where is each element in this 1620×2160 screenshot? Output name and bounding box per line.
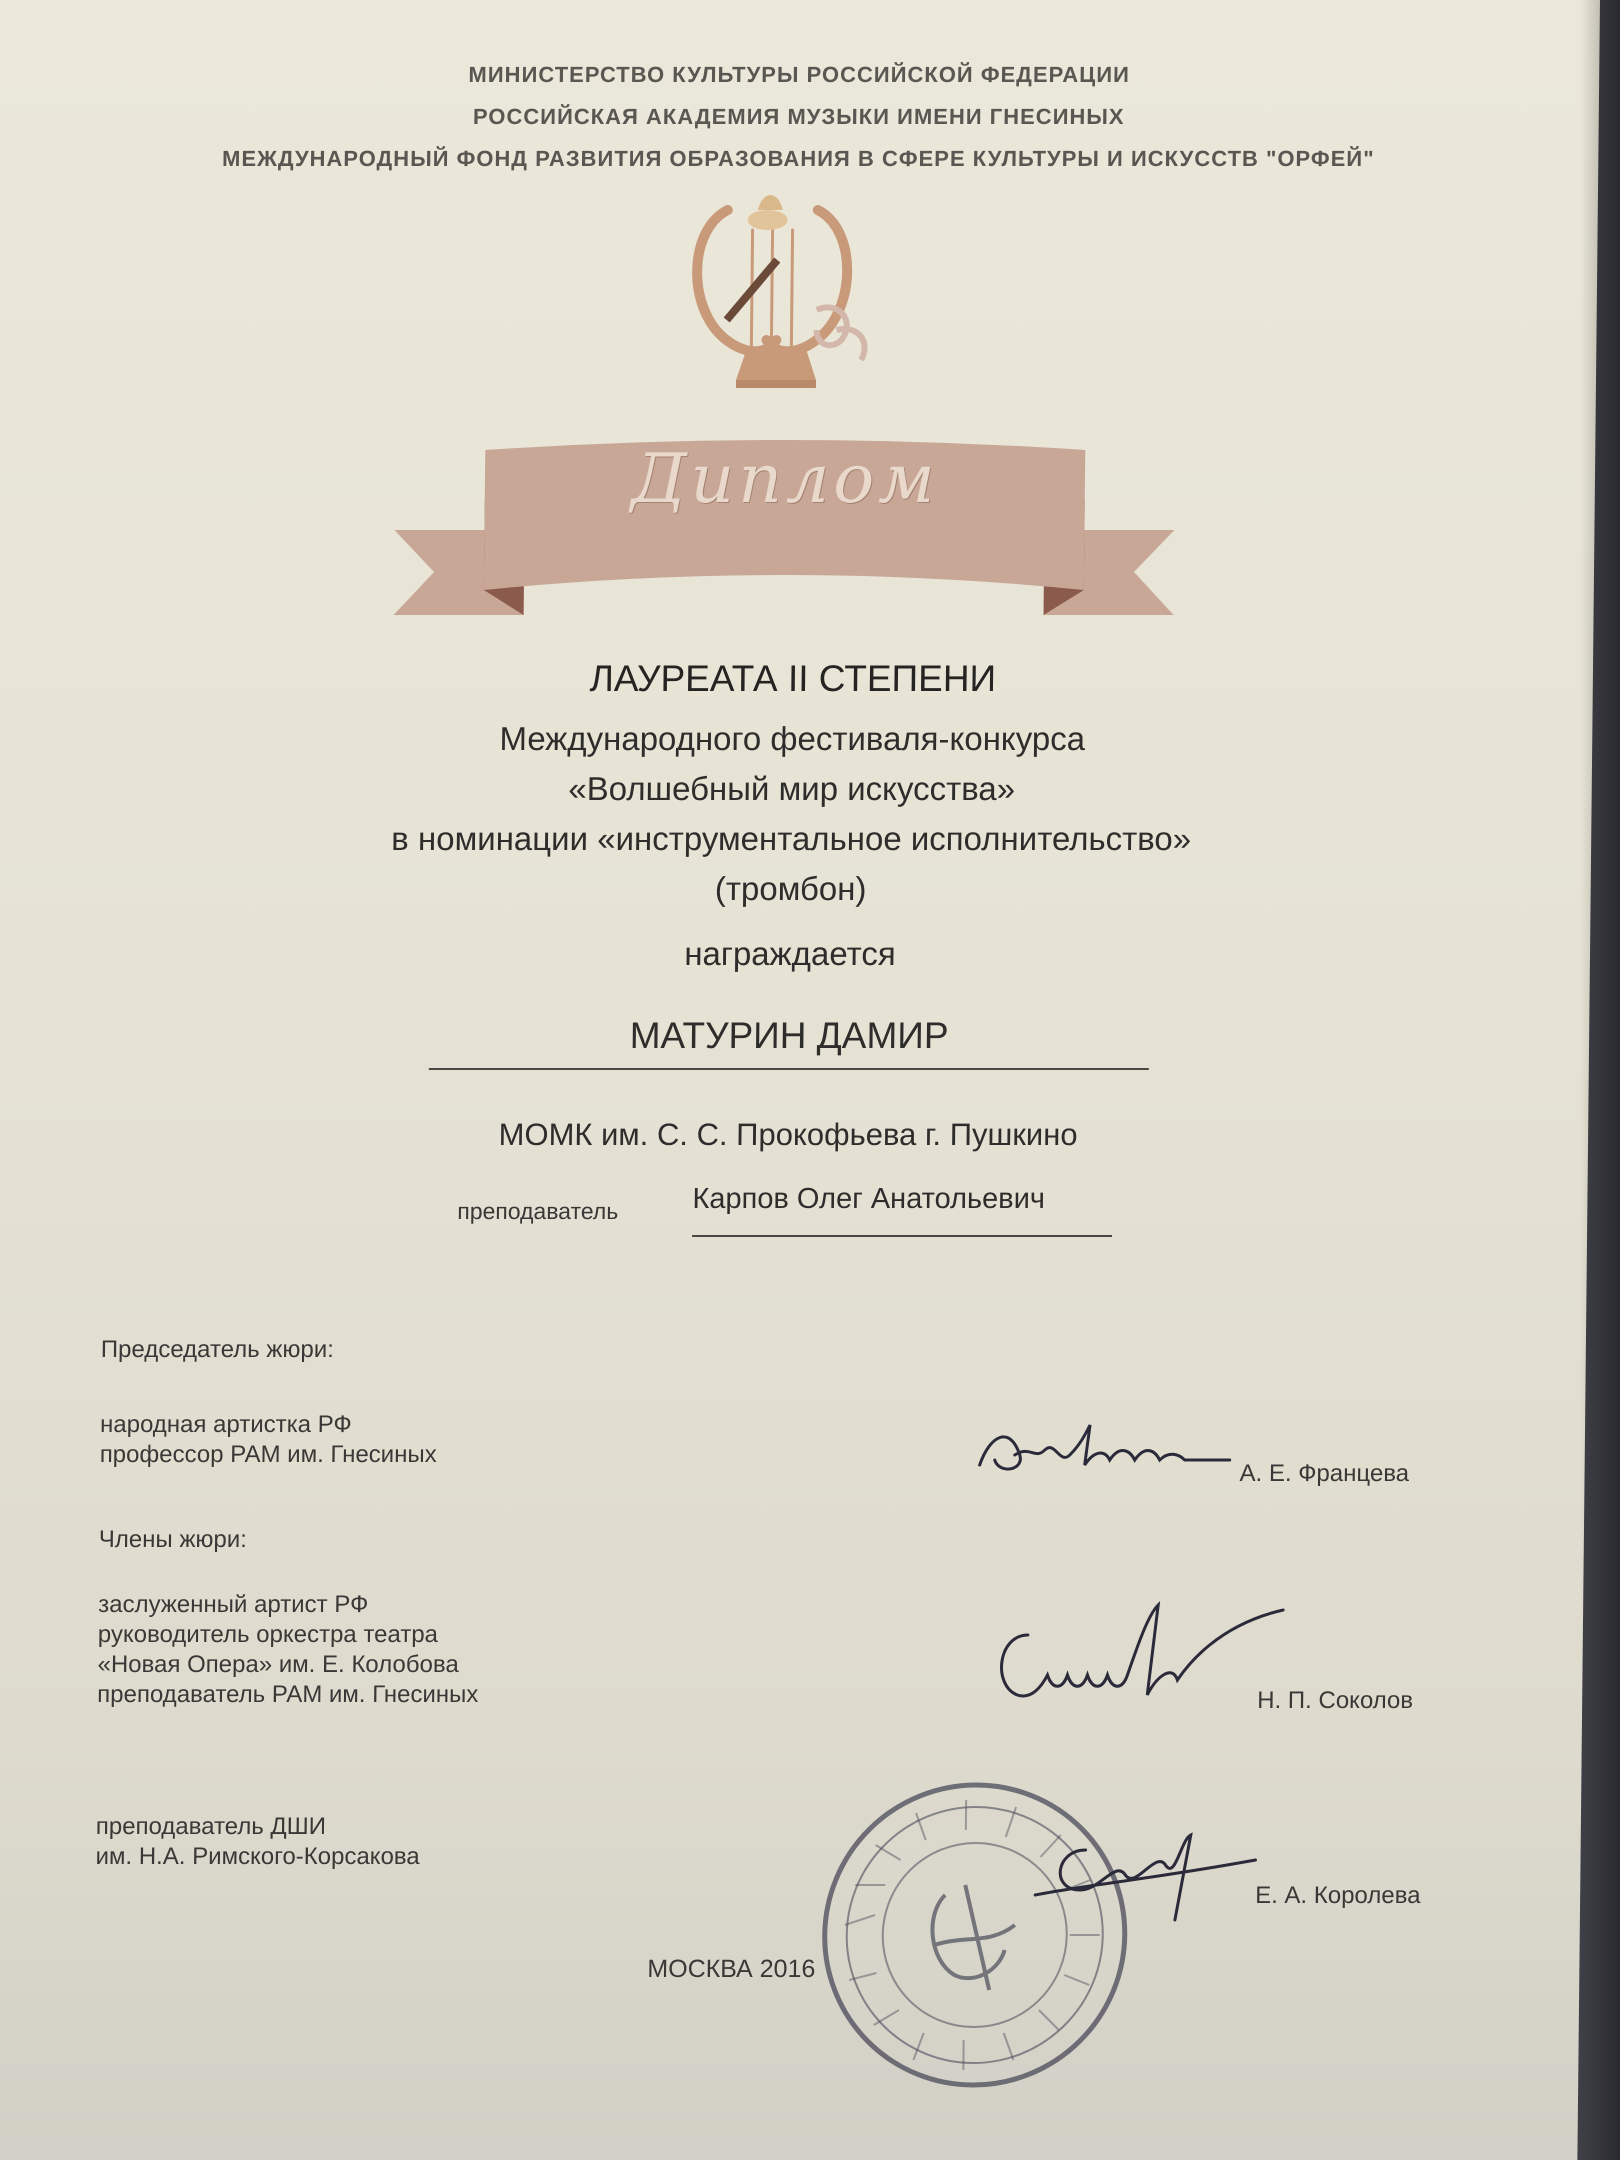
teacher-name: Карпов Олег Анатольевич	[692, 1183, 1046, 1215]
recipient-name: МАТУРИН ДАМИР	[629, 1015, 949, 1056]
member2-title-2: им. Н.А. Римского-Корсакова	[95, 1843, 420, 1870]
award-nomination: в номинации «инструментальное исполнительство»	[391, 820, 1192, 857]
member2-name: Е. А. Королева	[1255, 1882, 1421, 1909]
member1-title-2: руководитель оркестра театра	[97, 1621, 439, 1648]
teacher-label: преподаватель	[457, 1198, 619, 1224]
member1-title-4: преподаватель РАМ им. Гнесиных	[97, 1681, 479, 1708]
jury-members-heading: Члены жюри:	[98, 1526, 248, 1553]
header-foundation: МЕЖДУНАРОДНЫЙ ФОНД РАЗВИТИЯ ОБРАЗОВАНИЯ В СФЕРЕ КУЛЬТУРЫ И ИСКУССТВ "ОРФЕЙ"	[221, 146, 1375, 171]
city-year: МОСКВА 2016	[647, 1955, 816, 1983]
award-festival-name: «Волшебный мир искусства»	[568, 770, 1016, 807]
member2-title-1: преподаватель ДШИ	[95, 1813, 327, 1840]
header-academy: РОССИЙСКАЯ АКАДЕМИЯ МУЗЫКИ ИМЕНИ ГНЕСИНЫХ	[472, 104, 1125, 129]
award-instrument: (тромбон)	[714, 870, 867, 907]
page-edge-shadow	[1580, 0, 1620, 2160]
member1-name: Н. П. Соколов	[1257, 1687, 1414, 1714]
teacher-underline	[692, 1235, 1112, 1237]
member1-signature	[987, 1595, 1288, 1725]
banner-title: Диплом	[630, 440, 940, 519]
institution: МОМК им. С. С. Прокофьева г. Пушкино	[498, 1117, 1078, 1152]
award-degree: ЛАУРЕАТА II СТЕПЕНИ	[589, 658, 997, 699]
award-festival: Международного фестиваля-конкурса	[499, 720, 1086, 757]
jury-chair-name: А. Е. Францева	[1239, 1460, 1410, 1487]
recipient-underline	[429, 1068, 1149, 1070]
member2-signature	[1025, 1820, 1266, 1930]
member1-title-3: «Новая Опера» им. Е. Колобова	[97, 1651, 459, 1678]
member1-title-1: заслуженный артист РФ	[98, 1591, 369, 1618]
jury-chair-title-1: народная артистка РФ	[99, 1411, 352, 1438]
jury-chair-title-2: профессор РАМ им. Гнесиных	[99, 1441, 437, 1468]
jury-chair-heading: Председатель жюри:	[100, 1336, 335, 1363]
chair-signature	[969, 1405, 1240, 1495]
awarded-label: награждается	[684, 935, 896, 972]
header-ministry: МИНИСТЕРСТВО КУЛЬТУРЫ РОССИЙСКОЙ ФЕДЕРАЦИИ	[468, 62, 1131, 87]
lyre-emblem	[666, 190, 908, 400]
